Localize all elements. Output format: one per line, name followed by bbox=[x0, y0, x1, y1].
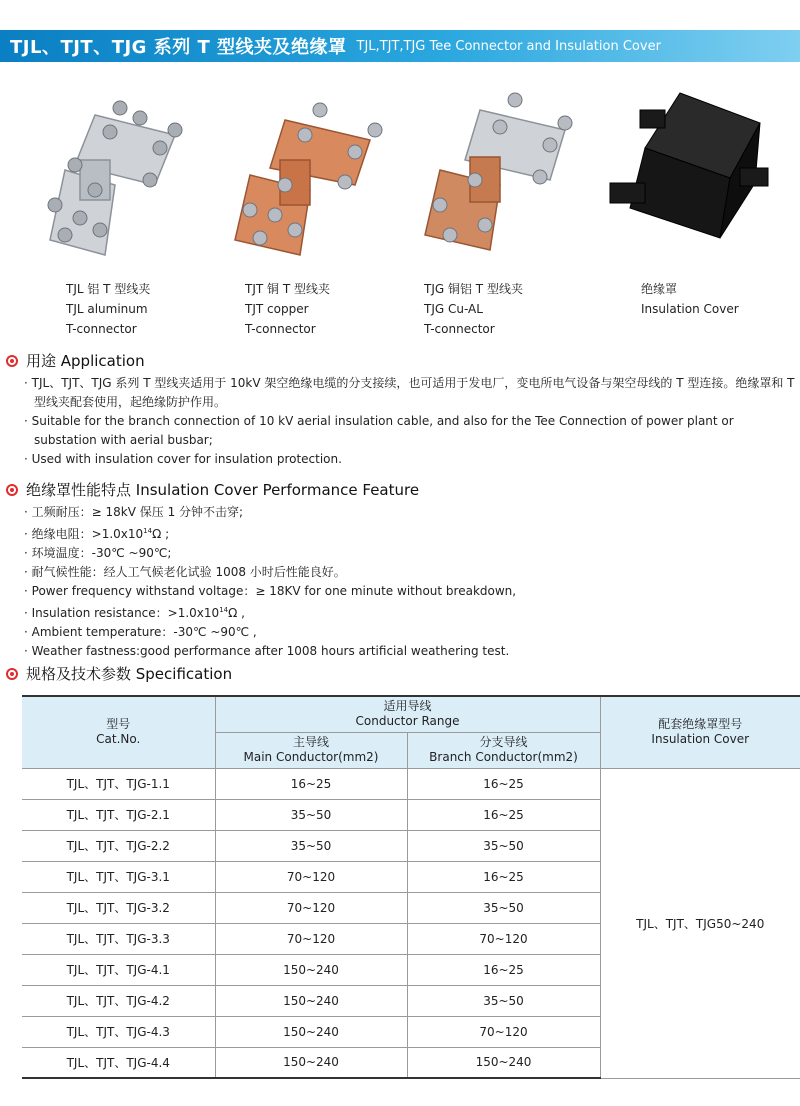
section-title: 绝缘罩性能特点 Insulation Cover Performance Feature bbox=[26, 481, 420, 499]
caption-en: TJL aluminum bbox=[66, 302, 148, 316]
cell-branch: 16~25 bbox=[407, 768, 600, 799]
cell-cat: TJL、TJT、TJG-3.3 bbox=[22, 923, 215, 954]
header-main-conductor: 主导线 Main Conductor(mm2) bbox=[215, 732, 407, 768]
product-image-cu-al bbox=[415, 85, 585, 260]
application-heading bbox=[6, 350, 145, 371]
header-cat-no: 型号 Cat.No. bbox=[22, 696, 215, 768]
table-row bbox=[22, 768, 800, 799]
cell-cover-model: TJL、TJT、TJG50~240 bbox=[600, 768, 800, 1078]
list-item: · 耐气候性能：经人工气候老化试验 1008 小时后性能良好。 bbox=[24, 565, 346, 579]
list-item: · Power frequency withstand voltage：≥ 18KV for one minute without breakdown, bbox=[24, 584, 517, 598]
caption-en: Insulation Cover bbox=[641, 302, 739, 316]
header-insulation-cover: 配套绝缘罩型号 Insulation Cover bbox=[600, 696, 800, 768]
list-item: · 绝缘电阻：$>1.0x10^{14}\Omega$ ; bbox=[24, 527, 170, 541]
specification-table bbox=[22, 695, 800, 1079]
cell-cat: TJL、TJT、TJG-1.1 bbox=[22, 768, 215, 799]
red-bullet-icon bbox=[6, 355, 18, 367]
product-caption-aluminum bbox=[66, 279, 150, 339]
caption-cn: TJT 铜 T 型线夹 bbox=[245, 282, 330, 296]
cell-main: 35~50 bbox=[215, 830, 407, 861]
cell-branch: 16~25 bbox=[407, 861, 600, 892]
caption-cn: 绝缘罩 bbox=[641, 282, 678, 296]
cell-cat: TJL、TJT、TJG-4.4 bbox=[22, 1047, 215, 1078]
section-title: 用途 Application bbox=[26, 352, 145, 370]
cell-main: 35~50 bbox=[215, 799, 407, 830]
product-caption-cu-al bbox=[424, 279, 523, 339]
cell-main: 70~120 bbox=[215, 861, 407, 892]
product-image-insulation-cover bbox=[600, 88, 770, 253]
caption-en-2: T-connector bbox=[245, 322, 316, 336]
cell-branch: 35~50 bbox=[407, 830, 600, 861]
cell-cat: TJL、TJT、TJG-4.1 bbox=[22, 954, 215, 985]
list-item: · TJL、TJT、TJG 系列 T 型线夹适用于 10kV 架空绝缘电缆的分支接续，也可适用于发电厂，变电所电气设备与架空母线的 T 型连接。绝缘罩和 T 型线夹配套使用，起绝缘防护作用。 bbox=[24, 376, 795, 409]
product-caption-copper bbox=[245, 279, 330, 339]
caption-en: TJG Cu-AL bbox=[424, 302, 483, 316]
caption-en-2: T-connector bbox=[424, 322, 495, 336]
cell-cat: TJL、TJT、TJG-4.2 bbox=[22, 985, 215, 1016]
cell-main: 16~25 bbox=[215, 768, 407, 799]
cell-branch: 16~25 bbox=[407, 799, 600, 830]
cell-branch: 35~50 bbox=[407, 985, 600, 1016]
cell-branch: 70~120 bbox=[407, 923, 600, 954]
cell-branch: 150~240 bbox=[407, 1047, 600, 1078]
caption-cn: TJL 铝 T 型线夹 bbox=[66, 282, 151, 296]
cell-main: 150~240 bbox=[215, 1047, 407, 1078]
header-conductor-range: 适用导线 Conductor Range bbox=[215, 696, 600, 732]
cell-cat: TJL、TJT、TJG-2.2 bbox=[22, 830, 215, 861]
product-image-aluminum bbox=[35, 90, 195, 260]
application-list bbox=[24, 374, 800, 469]
cell-cat: TJL、TJT、TJG-2.1 bbox=[22, 799, 215, 830]
caption-cn: TJG 铜铝 T 型线夹 bbox=[424, 282, 523, 296]
cell-branch: 35~50 bbox=[407, 892, 600, 923]
banner-title-en: TJL,TJT,TJG Tee Connector and Insulation Cover bbox=[356, 38, 661, 54]
caption-en-2: T-connector bbox=[66, 322, 137, 336]
list-item: · Used with insulation cover for insulation protection. bbox=[24, 452, 342, 466]
list-item: · Insulation resistance：$>1.0x10^{14}\Omega$ , bbox=[24, 606, 245, 620]
red-bullet-icon bbox=[6, 668, 18, 680]
section-title: 规格及技术参数 Specification bbox=[26, 665, 233, 683]
caption-en: TJT copper bbox=[245, 302, 309, 316]
product-image-copper bbox=[225, 90, 395, 260]
specification-heading bbox=[6, 663, 232, 684]
list-item: · Suitable for the branch connection of 10 kV aerial insulation cable, and also for the Tee Connection of power plant or substation with aerial busbar; bbox=[24, 414, 734, 447]
title-banner bbox=[0, 30, 800, 62]
product-caption-insulation-cover bbox=[641, 279, 739, 319]
list-item: · 工频耐压：≥ 18kV 保压 1 分钟不击穿; bbox=[24, 505, 244, 519]
list-item: · 环境温度：-30℃ ~90℃; bbox=[24, 546, 172, 560]
cell-branch: 16~25 bbox=[407, 954, 600, 985]
cell-main: 70~120 bbox=[215, 923, 407, 954]
red-bullet-icon bbox=[6, 484, 18, 496]
cell-main: 150~240 bbox=[215, 954, 407, 985]
header-branch-conductor: 分支导线 Branch Conductor(mm2) bbox=[407, 732, 600, 768]
banner-title-cn: TJL、TJT、TJG 系列 T 型线夹及绝缘罩 bbox=[10, 37, 347, 58]
cell-cat: TJL、TJT、TJG-3.1 bbox=[22, 861, 215, 892]
cell-cat: TJL、TJT、TJG-4.3 bbox=[22, 1016, 215, 1047]
performance-list bbox=[24, 503, 800, 661]
cell-main: 150~240 bbox=[215, 985, 407, 1016]
list-item: · Ambient temperature：-30℃ ~90℃ , bbox=[24, 625, 257, 639]
list-item: · Weather fastness:good performance after 1008 hours artificial weathering test. bbox=[24, 644, 510, 658]
cell-cat: TJL、TJT、TJG-3.2 bbox=[22, 892, 215, 923]
performance-heading bbox=[6, 479, 419, 500]
cell-branch: 70~120 bbox=[407, 1016, 600, 1047]
cell-main: 150~240 bbox=[215, 1016, 407, 1047]
cell-main: 70~120 bbox=[215, 892, 407, 923]
